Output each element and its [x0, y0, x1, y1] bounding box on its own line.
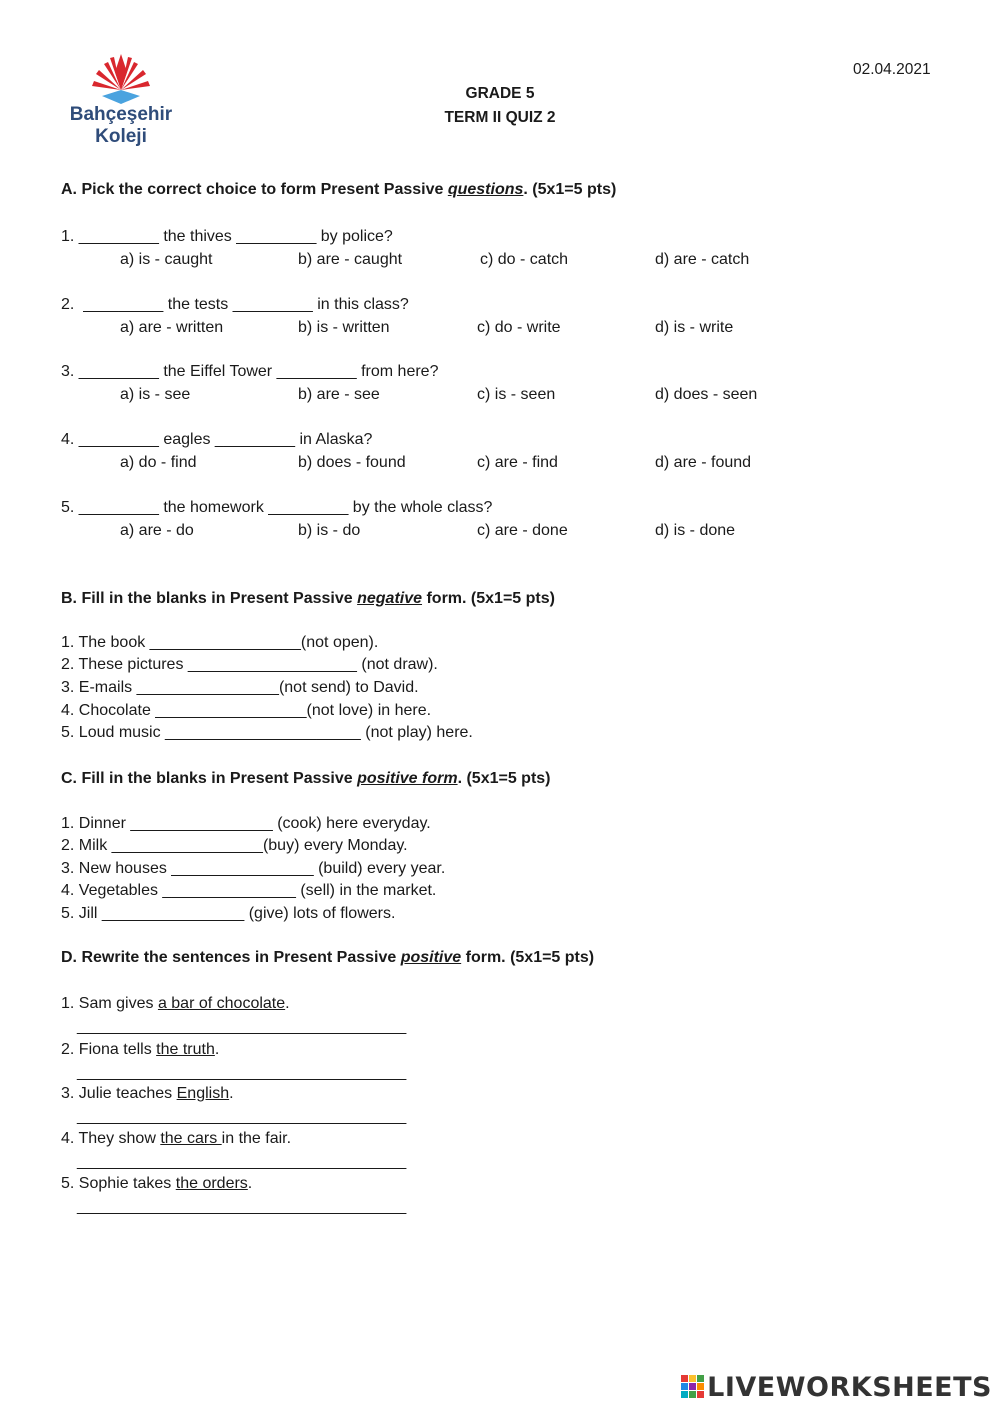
sentence-object: English [176, 1085, 230, 1102]
option-c[interactable]: c) are - done [477, 522, 568, 539]
section-b-heading-emphasis: negative [357, 590, 423, 607]
section-b-item-5[interactable]: 5. Loud music ______________________ (not play) here. [61, 724, 473, 741]
sentence-text: 1. Sam gives [61, 995, 158, 1012]
question-stem: 2. _________ the tests _________ in this class? [61, 296, 409, 313]
sentence-end: . [229, 1085, 234, 1102]
option-b[interactable]: b) is - do [298, 522, 361, 539]
section-d-item-5 [61, 1175, 252, 1193]
option-d[interactable]: d) does - seen [655, 386, 758, 403]
section-c-item-4[interactable]: 4. Vegetables _______________ (sell) in the market. [61, 882, 437, 899]
option-c[interactable]: c) do - write [477, 319, 561, 336]
question-stem: 5. _________ the homework _________ by the whole class? [61, 499, 493, 516]
section-b-item-4[interactable]: 4. Chocolate _________________(not love) in here. [61, 702, 432, 719]
sentence-object: the truth [156, 1041, 215, 1058]
option-c[interactable]: c) is - seen [477, 386, 556, 403]
section-a-heading [61, 181, 616, 199]
option-a[interactable]: a) are - written [120, 319, 224, 336]
section-b-heading-text: B. Fill in the blanks in Present Passive [61, 590, 358, 607]
sentence-end: . [247, 1175, 253, 1192]
sentence-text: 4. They show [61, 1130, 161, 1147]
answer-line-5[interactable]: _____________________________________ [77, 1198, 407, 1215]
section-a-heading-text: A. Pick the correct choice to form Present Passive [61, 181, 448, 198]
option-c[interactable]: c) are - find [477, 454, 558, 471]
section-d-heading-emphasis: positive [400, 949, 462, 966]
option-b[interactable]: b) are - see [298, 386, 380, 403]
answer-line-2[interactable]: _____________________________________ [77, 1064, 407, 1081]
section-d-item-1 [61, 995, 290, 1013]
section-b-item-2[interactable]: 2. These pictures ___________________ (not draw). [61, 656, 438, 673]
option-b[interactable]: b) does - found [298, 454, 406, 471]
section-a-heading-emphasis: questions [447, 181, 524, 198]
section-d-item-4 [61, 1130, 291, 1148]
option-d[interactable]: d) are - catch [655, 251, 750, 268]
answer-line-3[interactable]: _____________________________________ [77, 1108, 407, 1125]
liveworksheets-footer [681, 1367, 992, 1407]
option-d[interactable]: d) is - done [655, 522, 736, 539]
sentence-end: . [285, 995, 290, 1012]
option-c[interactable]: c) do - catch [480, 251, 569, 268]
liveworksheets-brand: LIVEWORKSHEETS [707, 1371, 992, 1403]
option-d[interactable]: d) is - write [655, 319, 734, 336]
option-d[interactable]: d) are - found [655, 454, 752, 471]
section-d-item-2 [61, 1041, 219, 1059]
sentence-object: the cars [160, 1130, 222, 1147]
school-logo [66, 52, 176, 152]
section-b-heading [61, 590, 555, 608]
sentence-object: a bar of chocolate [157, 995, 286, 1012]
question-stem: 4. _________ eagles _________ in Alaska? [61, 431, 373, 448]
option-a[interactable]: a) do - find [120, 454, 197, 471]
section-c-item-5[interactable]: 5. Jill ________________ (give) lots of flowers. [61, 905, 396, 922]
section-c-item-3[interactable]: 3. New houses ________________ (build) every year. [61, 860, 446, 877]
section-a-heading-points: . (5x1=5 pts) [523, 181, 617, 198]
section-c-heading-text: C. Fill in the blanks in Present Passive [61, 770, 358, 787]
section-d-heading-text: D. Rewrite the sentences in Present Passive [61, 949, 401, 966]
grade-title: GRADE 5 [465, 85, 535, 102]
liveworksheets-grid-icon [681, 1375, 705, 1399]
sentence-end: . [214, 1041, 220, 1058]
option-a[interactable]: a) is - caught [120, 251, 213, 268]
option-a[interactable]: a) is - see [120, 386, 191, 403]
quiz-date: 02.04.2021 [853, 61, 931, 78]
section-c-item-2[interactable]: 2. Milk _________________(buy) every Monday. [61, 837, 408, 854]
question-stem: 1. _________ the thives _________ by police? [61, 228, 393, 245]
quiz-title: TERM II QUIZ 2 [444, 109, 556, 126]
option-a[interactable]: a) are - do [120, 522, 194, 539]
sentence-text: 5. Sophie takes [61, 1175, 176, 1192]
section-b-item-1[interactable]: 1. The book _________________(not open). [61, 634, 379, 651]
answer-line-4[interactable]: _____________________________________ [77, 1153, 407, 1170]
option-b[interactable]: b) is - written [298, 319, 390, 336]
sunburst-logo-icon [66, 52, 176, 108]
section-c-item-1[interactable]: 1. Dinner ________________ (cook) here everyday. [61, 815, 431, 832]
option-b[interactable]: b) are - caught [298, 251, 403, 268]
question-stem: 3. _________ the Eiffel Tower _________ from here? [61, 363, 439, 380]
answer-line-1[interactable]: _____________________________________ [77, 1018, 407, 1035]
section-c-heading-points: . (5x1=5 pts) [457, 770, 551, 787]
section-d-heading-points: form. (5x1=5 pts) [461, 949, 595, 966]
sentence-object: the orders [175, 1175, 248, 1192]
section-c-heading [61, 770, 551, 788]
section-d-heading [61, 949, 594, 967]
section-b-heading-points: form. (5x1=5 pts) [422, 590, 555, 607]
sentence-text: 2. Fiona tells [61, 1041, 157, 1058]
sentence-text: 3. Julie teaches [61, 1085, 177, 1102]
logo-text-line2: Koleji [95, 126, 147, 147]
sentence-end: in the fair. [221, 1130, 292, 1147]
section-b-item-3[interactable]: 3. E-mails ________________(not send) to David. [61, 679, 419, 696]
section-d-item-3 [61, 1085, 234, 1103]
section-c-heading-emphasis: positive form [357, 770, 458, 787]
logo-text-line1: Bahçeşehir [69, 104, 173, 125]
